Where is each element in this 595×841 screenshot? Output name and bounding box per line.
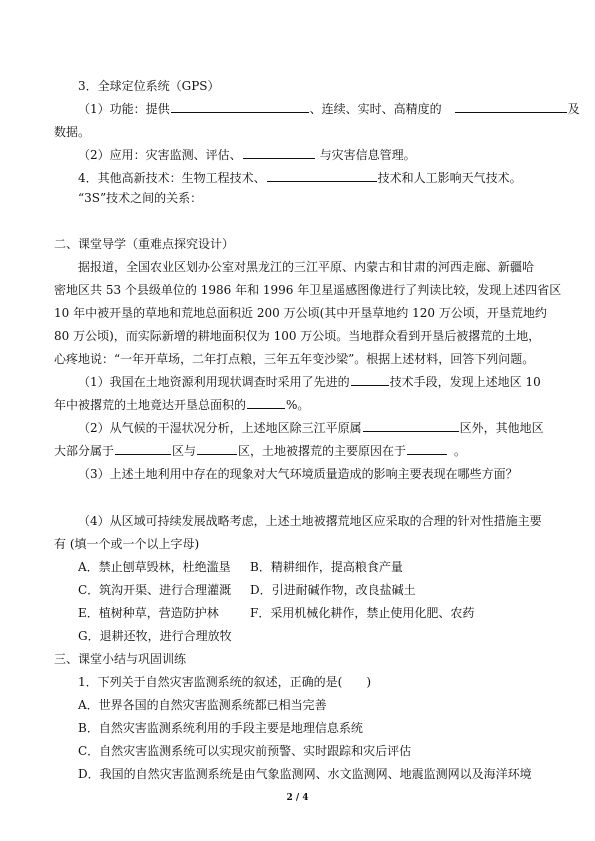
question-4-line-1: （4）从区域可持续发展战略考虑，上述土地被撂荒地区应采取的合理的针对性措施主要 [78, 514, 542, 528]
option-c: C．筑沟开渠、进行合理灌溉 [78, 583, 232, 597]
gps-function-suffix: 及 [567, 102, 580, 116]
question-2-blank-3[interactable] [197, 443, 237, 455]
gps-application-prefix: （2）应用：灾害监测、评估、 [78, 148, 242, 162]
summary-choice-d: D．我国的自然灾害监测系统是由气象监测网、水文监测网、地震监测网以及海洋环境 [78, 767, 532, 781]
guide-heading: 二、课堂导学（重难点探究设计） [54, 237, 235, 251]
question-1-cont-suffix: %。 [286, 398, 310, 412]
gps-function-blank-1[interactable] [171, 101, 309, 113]
gps-application-suffix: 与灾害信息管理。 [319, 148, 416, 162]
question-2-continuation [54, 443, 466, 459]
other-tech-blank[interactable] [267, 170, 377, 182]
gps-application-line [78, 147, 416, 163]
option-d: D．引进耐碱作物，改良盐碱土 [250, 583, 416, 597]
question-1-blank-1[interactable] [351, 374, 389, 386]
summary-choice-a: A．世界各国的自然灾害监测系统都已相当完善 [78, 698, 327, 712]
gps-function-mid: 、连续、实时、高精度的 [309, 102, 442, 116]
option-a: A．禁止刨草毁林，杜绝滥垦 [78, 560, 231, 574]
summary-heading: 三、课堂小结与巩固训练 [54, 652, 187, 666]
question-2-prefix: （2）从气候的干湿状况分析，上述地区除三江平原属 [78, 421, 362, 435]
question-4-line-2: 有 (填一个或一个以上字母) [54, 537, 200, 551]
other-tech-line [78, 170, 522, 186]
3s-relation-line: “3S”技术之间的关系： [78, 191, 203, 205]
summary-choice-b: B．自然灾害监测系统利用的手段主要是地理信息系统 [78, 721, 363, 735]
gps-heading: 3．全球定位系统（GPS） [78, 79, 220, 93]
summary-choice-c: C．自然灾害监测系统可以实现灾前预警、实时跟踪和灾后评估 [78, 744, 412, 758]
other-tech-prefix: 4．其他高新技术：生物工程技术、 [78, 171, 266, 185]
question-2-cont-prefix: 大部分属于 [54, 444, 115, 458]
gps-function-blank-2[interactable] [455, 101, 567, 113]
option-e: E．植树种草，营造防护林 [78, 606, 219, 620]
question-2-blank-1[interactable] [363, 420, 459, 432]
guide-paragraph-line-2: 密地区共 53 个县级单位的 1986 年和 1996 年卫星遥感图像进行了判读比较，发现上述四省区 [54, 283, 562, 297]
question-2-line [78, 420, 544, 436]
question-1-continuation [54, 397, 309, 413]
gps-application-blank[interactable] [243, 147, 315, 159]
question-2-cont-mid1: 区与 [172, 444, 197, 458]
question-1-blank-2[interactable] [247, 397, 285, 409]
guide-paragraph-line-1: 据报道，全国农业区划办公室对黑龙江的三江平原、内蒙古和甘肃的河西走廊、新疆哈 [78, 260, 535, 274]
question-2-cont-suffix: 。 [454, 444, 467, 458]
question-2-blank-2[interactable] [115, 443, 171, 455]
guide-paragraph-line-5: 心疼地说：“一年开草场，二年打点粮，三年五年变沙梁”。根据上述材料，回答下列问题。 [54, 352, 535, 366]
question-1-suffix: 技术手段，发现上述地区 10 [389, 375, 541, 389]
option-b: B．精耕细作，提高粮食产量 [250, 560, 403, 574]
guide-paragraph-line-3: 10 年中被开垦的草地和荒地总面积近 200 万公顷(其中开垦草地约 120 万公顷，开垦荒地约 [54, 306, 547, 320]
gps-function-continuation: 数据。 [54, 125, 91, 139]
question-2-blank-4[interactable] [407, 443, 447, 455]
question-3: （3）上述土地利用中存在的现象对大气环境质量造成的影响主要表现在哪些方面？ [78, 467, 518, 481]
question-1-cont-prefix: 年中被撂荒的土地竟达开垦总面积的 [54, 398, 247, 412]
guide-paragraph-line-4: 80 万公顷)，而实际新增的耕地面积仅为 100 万公顷。当地群众看到开垦后被撂荒的土地， [54, 329, 541, 343]
gps-function-line [78, 101, 580, 117]
question-2-suffix: 区外，其他地区 [459, 421, 544, 435]
option-g: G．退耕还牧，进行合理放牧 [78, 629, 232, 643]
summary-question-1: 1．下列关于自然灾害监测系统的叙述，正确的是( ) [78, 675, 372, 689]
other-tech-suffix: 技术和人工影响天气技术。 [377, 171, 522, 185]
gps-function-prefix: （1）功能：提供 [78, 102, 170, 116]
page-number: 2 / 4 [286, 793, 309, 803]
question-1-prefix: （1）我国在土地资源利用现状调查时采用了先进的 [78, 375, 350, 389]
option-f: F．采用机械化耕作，禁止使用化肥、农药 [250, 606, 475, 620]
question-2-cont-mid2: 区，土地被撂荒的主要原因在于 [238, 444, 407, 458]
question-1-line [78, 374, 541, 390]
